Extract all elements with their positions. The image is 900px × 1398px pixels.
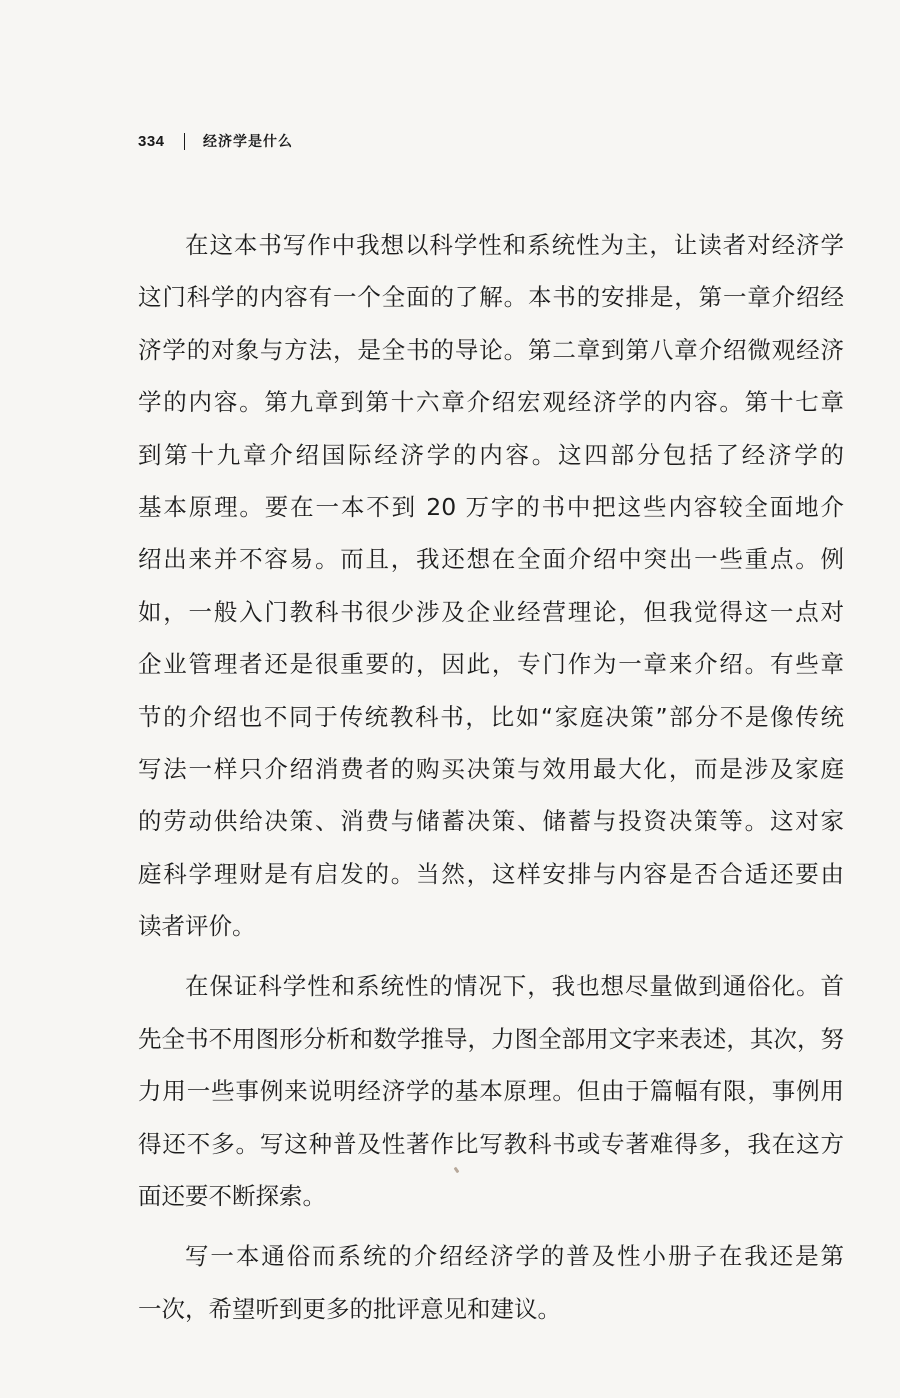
paragraph-line: 企业管理者还是很重要的，因此，专门作为一章来介绍。有些章 — [138, 650, 844, 679]
paragraph-line: 济学的对象与方法，是全书的导论。第二章到第八章介绍微观经济 — [138, 335, 844, 364]
paragraph-3 — [138, 1238, 844, 1343]
paragraph-gap — [138, 960, 844, 968]
paragraph-line: 在这本书写作中我想以科学性和系统性为主，让读者对经济学 — [185, 231, 844, 259]
paragraph-line: 写法一样只介绍消费者的购买决策与效用最大化，而是涉及家庭 — [138, 754, 844, 783]
paragraph-line: 一次，希望听到更多的批评意见和建议。 — [138, 1294, 561, 1323]
paragraph-line: 到第十九章介绍国际经济学的内容。这四部分包括了经济学的 — [138, 440, 844, 469]
paragraph-2 — [138, 968, 844, 1230]
paragraph-line: 学的内容。第九章到第十六章介绍宏观经济学的内容。第十七章 — [138, 388, 844, 417]
page-number: 334 — [138, 132, 165, 150]
paragraph-line: 如，一般入门教科书很少涉及企业经营理论，但我觉得这一点对 — [138, 597, 844, 626]
paragraph-line: 的劳动供给决策、消费与储蓄决策、储蓄与投资决策等。这对家 — [138, 807, 844, 836]
paragraph-line: 力用一些事例来说明经济学的基本原理。但由于篇幅有限，事例用 — [138, 1077, 844, 1106]
paragraph-line: 在保证科学性和系统性的情况下，我也想尽量做到通俗化。首 — [185, 972, 844, 1001]
paragraph-line: 绍出来并不容易。而且，我还想在全面介绍中突出一些重点。例 — [138, 545, 844, 574]
paragraph-line: 基本原理。要在一本不到 20 万字的书中把这些内容较全面地介 — [138, 492, 844, 521]
header-separator — [184, 133, 186, 150]
book-title: 经济学是什么 — [203, 134, 294, 150]
paragraph-gap — [138, 1230, 844, 1238]
paragraph-1 — [138, 227, 844, 960]
paragraph-line: 庭科学理财是有启发的。当然，这样安排与内容是否合适还要由 — [138, 859, 844, 888]
paragraph-line: 写一本通俗而系统的介绍经济学的普及性小册子在我还是第 — [185, 1242, 844, 1271]
paragraph-line: 先全书不用图形分析和数学推导，力图全部用文字来表述，其次，努 — [138, 1024, 844, 1053]
body-text — [138, 227, 844, 1343]
paragraph-line: 读者评价。 — [138, 912, 256, 941]
paragraph-line: 这门科学的内容有一个全面的了解。本书的安排是，第一章介绍经 — [138, 283, 844, 312]
paragraph-line: 节的介绍也不同于传统教科书，比如“家庭决策”部分不是像传统 — [138, 702, 844, 731]
paragraph-line: 得还不多。写这种普及性著作比写教科书或专著难得多，我在这方 — [138, 1129, 844, 1158]
running-header — [138, 128, 293, 154]
paragraph-line: 面还要不断探索。 — [138, 1182, 326, 1211]
